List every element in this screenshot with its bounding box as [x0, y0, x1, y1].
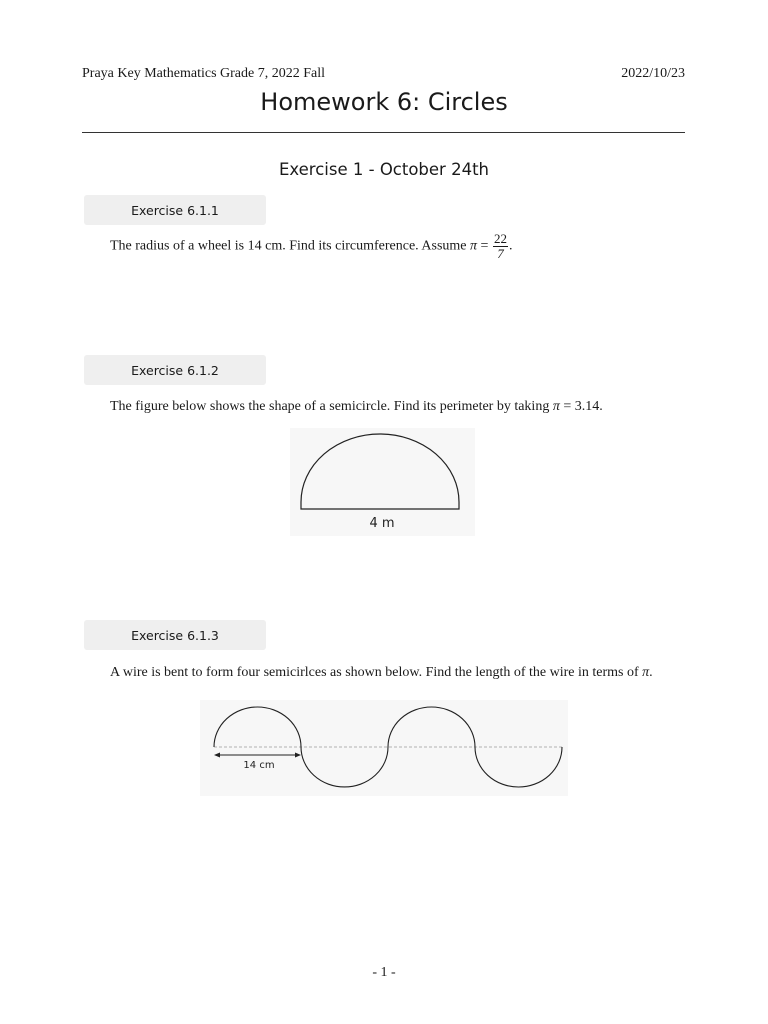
- dimension-label: 14 cm: [243, 760, 275, 771]
- section-heading: Exercise 1 - October 24th: [278, 160, 490, 179]
- exercise-label: Exercise 6.1.2: [131, 362, 219, 378]
- fraction-numerator: 22: [493, 231, 507, 246]
- exercise-label: Exercise 6.1.3: [131, 627, 219, 643]
- pi-symbol: π: [470, 238, 478, 254]
- pi-symbol: π: [642, 665, 650, 680]
- exercise-text: [110, 395, 700, 418]
- exercise-statement: The figure below shows the shape of a semicircle. Find its perimeter by taking: [110, 399, 550, 414]
- exercise-label: Exercise 6.1.1: [131, 202, 219, 218]
- sentence-end: .: [508, 238, 513, 254]
- pi-symbol: π: [552, 399, 560, 414]
- fraction-denominator: 7: [497, 246, 504, 261]
- exercise-text: [110, 232, 690, 261]
- exercise-label-box: [84, 355, 266, 385]
- pi-value: = 3.14.: [563, 399, 603, 414]
- sentence-end: .: [649, 665, 653, 680]
- equals-sign: =: [480, 238, 489, 254]
- semicircle-figure: [290, 428, 475, 536]
- fraction: [493, 232, 508, 261]
- diameter-label: 4 m: [369, 516, 395, 531]
- exercise-text: [82, 661, 685, 684]
- title-divider: [82, 132, 685, 133]
- header-date: 2022/10/23: [621, 66, 685, 81]
- exercise-statement: The radius of a wheel is 14 cm. Find its circumference. Assume: [110, 238, 467, 254]
- figure-background: [200, 700, 568, 796]
- page-number: - 1 -: [372, 965, 396, 980]
- course-header: Praya Key Mathematics Grade 7, 2022 Fall: [82, 66, 325, 81]
- exercise-label-box: [84, 195, 266, 225]
- exercise-label-box: [84, 620, 266, 650]
- page-title: Homework 6: Circles: [260, 88, 508, 116]
- exercise-statement: A wire is bent to form four semicirlces as shown below. Find the length of the wire in terms of: [110, 665, 639, 680]
- wire-semicircles-figure: [200, 700, 568, 796]
